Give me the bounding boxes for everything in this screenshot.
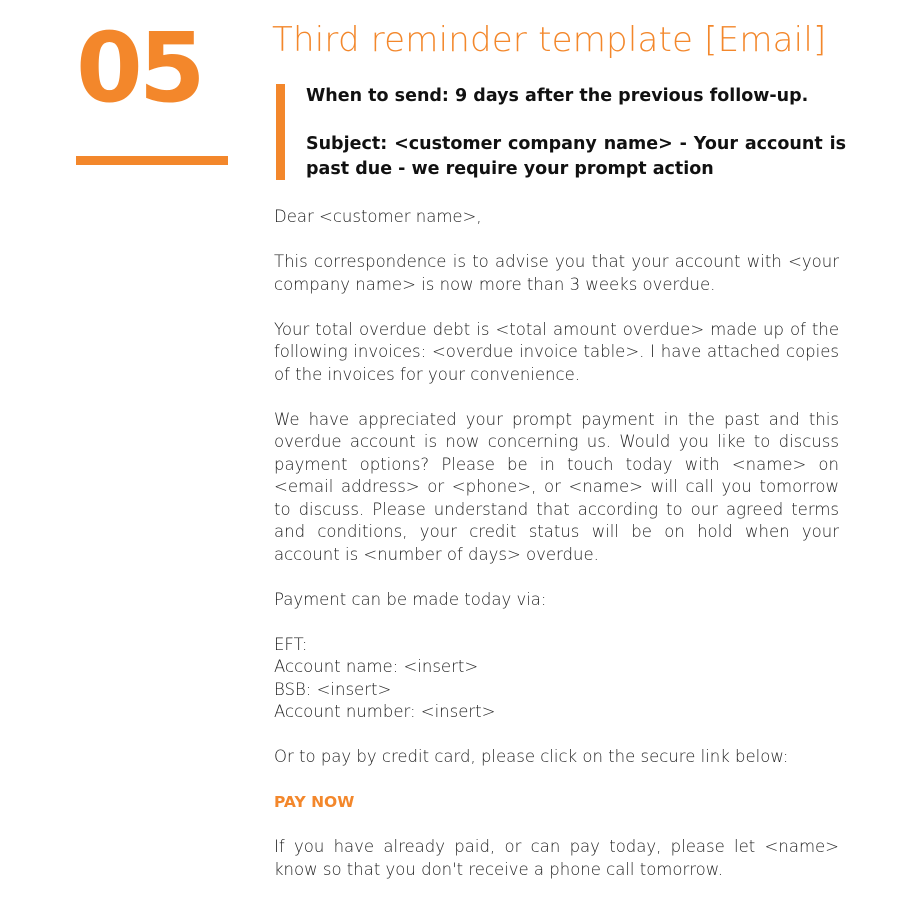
section-number: 05 <box>76 12 202 124</box>
email-closing: If you have already paid, or can pay today, please let <name> know so that you don't receive a phone call tomorrow. <box>274 837 839 879</box>
email-paragraph-debt-total: Your total overdue debt is <total amount overdue> made up of the following invoices: <overdue invoice table>. I have attached copies of the invoices for your convenience. <box>274 319 839 384</box>
accent-bar <box>276 84 285 180</box>
page-title: Third reminder template [Email] <box>272 20 827 60</box>
pay-now-link[interactable]: PAY NOW <box>274 793 355 811</box>
email-greeting: Dear <customer name>, <box>274 207 482 226</box>
section-number-underline <box>76 156 228 165</box>
eft-label: EFT: <box>274 634 308 654</box>
email-subject: Subject: <customer company name> - Your account is past due - we require your prompt action <box>306 134 846 179</box>
email-paragraph-payment-options: We have appreciated your prompt payment in the past and this overdue account is now concerning us. Would you like to discuss payment options? Please be in touch today with <name> on <email address> or <phone>, or <name> will call you tomorrow to discuss. Please understand that according to our agreed terms and conditions, your credit status will be on hold when your account is <number of days> overdue. <box>274 409 839 564</box>
payment-intro: Payment can be made today via: <box>274 589 547 609</box>
email-paragraph-overdue-notice: This correspondence is to advise you that your account with <your company name> is now more than 3 weeks overdue. <box>274 252 839 294</box>
email-body <box>274 206 839 904</box>
eft-details <box>274 634 839 724</box>
when-to-send: When to send: 9 days after the previous follow-up. <box>306 86 809 106</box>
account-number: Account number: <insert> <box>274 702 496 721</box>
account-name: Account name: <insert> <box>274 657 479 676</box>
credit-card-text: Or to pay by credit card, please click on the secure link below: <box>274 747 789 766</box>
bsb: BSB: <insert> <box>274 679 392 699</box>
